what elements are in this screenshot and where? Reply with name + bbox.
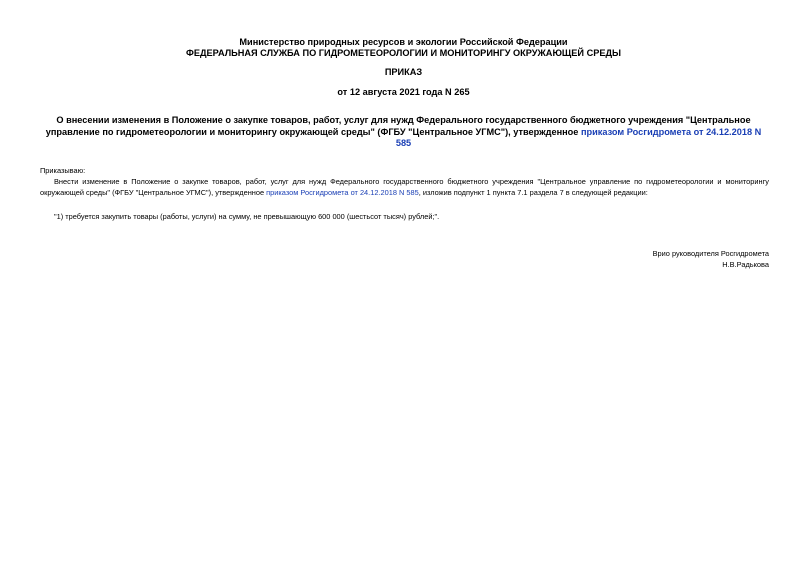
prikazyvayu-label: Приказываю: xyxy=(40,166,86,175)
ministry-name: Министерство природных ресурсов и экологии Российской Федерации xyxy=(239,37,568,47)
signatory-position: Врио руководителя Росгидромета xyxy=(652,249,769,258)
signatory-name: Н.В.Радькова xyxy=(722,259,769,269)
order-paragraph-text-end: , изложив подпункт 1 пункта 7.1 раздела 7 в следующей редакции: xyxy=(418,187,648,197)
document-title-link[interactable]: приказом Росгидромета от 24.12.2018 N 585 xyxy=(395,126,762,148)
order-paragraph xyxy=(40,177,769,198)
order-paragraph-text: Внести изменение в Положение о закупке товаров, работ, услуг для нужд Федерального государственного бюджетного учреждения "Центральное управление по гидрометеорологии и мониторингу окружающей среды" (ФГБУ "Центральное УГМС"), утвержденное xyxy=(40,177,769,197)
signature-block xyxy=(653,249,769,270)
order-title: ПРИКАЗ xyxy=(384,67,423,77)
document-title-text: О внесении изменения в Положение о закупке товаров, работ, услуг для нужд Федерального государственного бюджетного учреждения "Центральное управление по гидрометеорологии и мониторингу окружающей среды" (ФГБУ "Центральное УГМС"), утвержденное xyxy=(45,115,751,137)
amendment-quote: "1) требуется закупить товары (работы, услуги) на сумму, не превышающую 600 000 (шестьсот тысяч) рублей;". xyxy=(54,212,440,221)
document-title xyxy=(38,115,769,150)
document-header xyxy=(0,37,807,59)
order-paragraph-link[interactable]: приказом Росгидромета от 24.12.2018 N 585 xyxy=(266,187,419,197)
service-name: ФЕДЕРАЛЬНАЯ СЛУЖБА ПО ГИДРОМЕТЕОРОЛОГИИ И МОНИТОРИНГУ ОКРУЖАЮЩЕЙ СРЕДЫ xyxy=(186,48,621,58)
order-date: от 12 августа 2021 года N 265 xyxy=(337,87,470,97)
